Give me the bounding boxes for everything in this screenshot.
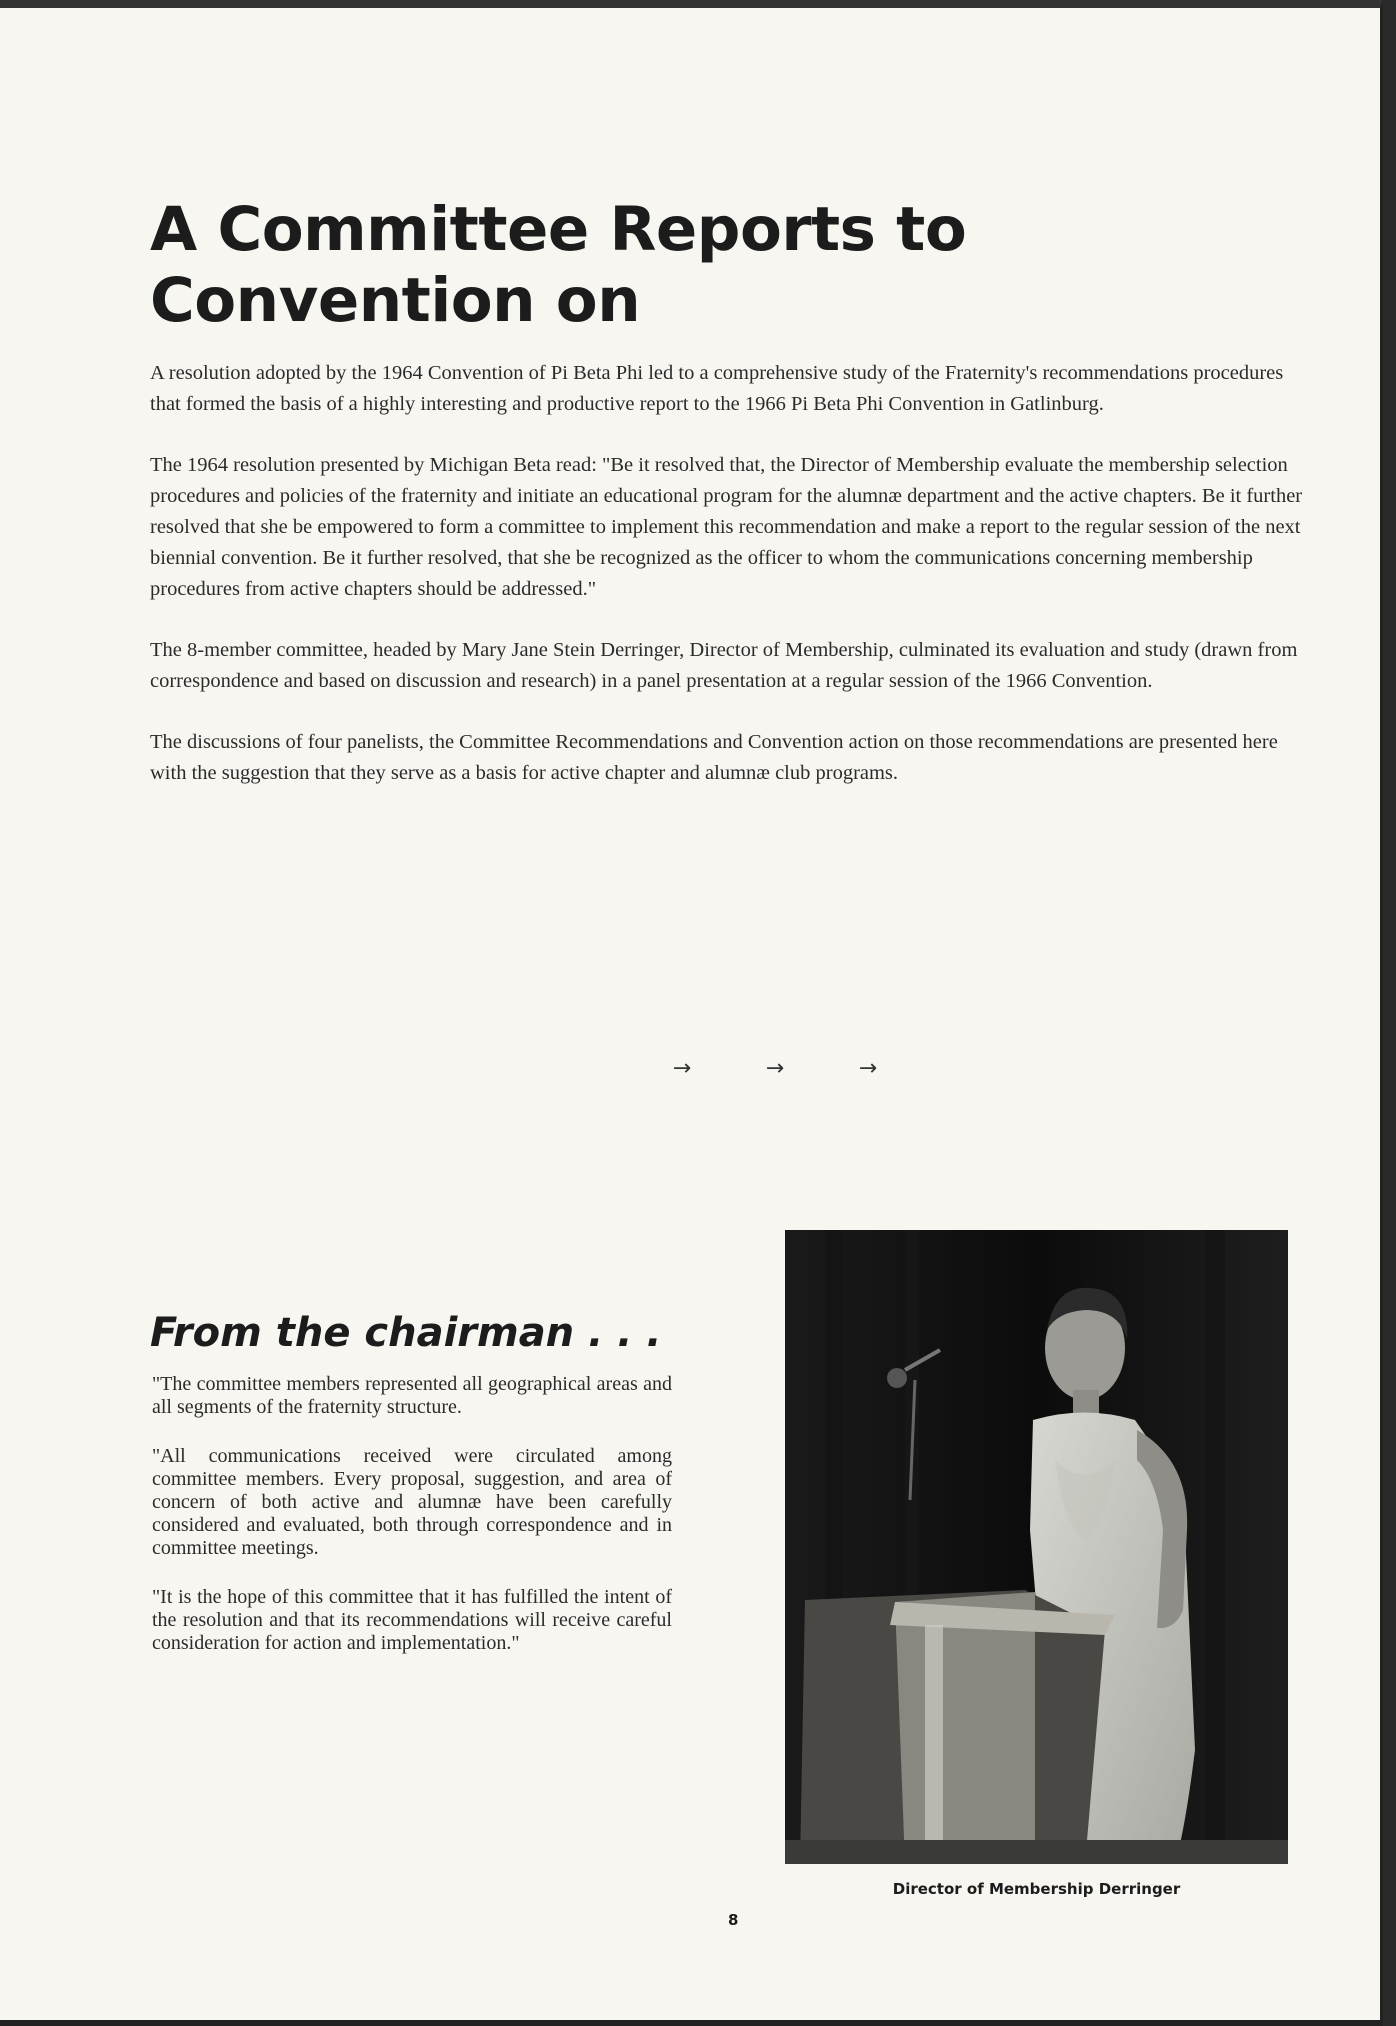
article-title: A Committee Reports to Convention on bbox=[150, 194, 967, 336]
intro-paragraph: The 8-member committee, headed by Mary Jane Stein Derringer, Director of Membership, culminated its evaluation and study (drawn from correspondence and based on discussion and research) in a panel presentation at a regular session of the 1966 Convention. bbox=[150, 639, 1298, 692]
intro-paragraph: A resolution adopted by the 1964 Convention of Pi Beta Phi led to a comprehensive study of the Fraternity's recommendations procedures that formed the basis of a highly interesting and productive report to the 1966 Pi Beta Phi Convention in Gatlinburg. bbox=[150, 362, 1284, 415]
speaker-illustration bbox=[785, 1230, 1288, 1864]
arrow-ornament bbox=[655, 1056, 895, 1081]
photo-caption: Director of Membership Derringer bbox=[892, 1880, 1181, 1898]
chairman-heading: From the chairman . . . bbox=[150, 1310, 662, 1356]
chairman-paragraph: "All communications received were circulated among committee members. Every proposal, suggestion, and area of concern of both active and alumnæ have been carefully considered and evaluated, both through correspondence and in committee meetings. bbox=[152, 1445, 672, 1559]
chairman-paragraph: "It is the hope of this committee that it has fulfilled the intent of the resolution and that its recommendations will receive careful consideration for action and implementation." bbox=[152, 1586, 672, 1654]
arrow-icon: → bbox=[672, 1056, 692, 1081]
arrow-icon: → bbox=[765, 1056, 785, 1081]
chairman-text bbox=[152, 1373, 672, 1681]
arrow-icon: → bbox=[858, 1056, 878, 1081]
intro-text bbox=[150, 358, 1315, 819]
speaker-photo bbox=[785, 1230, 1288, 1864]
intro-paragraph: The 1964 resolution presented by Michigan Beta read: "Be it resolved that, the Director of Membership evaluate the membership selection procedures and policies of the fraternity and initiate an educational program for the alumnæ department and the active chapters. Be it further resolved that she be empowered to form a committee to implement this recommendation and make a report to the regular session of the next biennial convention. Be it further resolved, that she be recognized as the officer to whom the communications concerning membership procedures from active chapters should be addressed." bbox=[150, 454, 1303, 600]
intro-paragraph: The discussions of four panelists, the Committee Recommendations and Convention action on those recommendations are presented here with the suggestion that they serve as a basis for active chapter and alumnæ club programs. bbox=[150, 731, 1278, 784]
chairman-paragraph: "The committee members represented all geographical areas and all segments of the fraternity structure. bbox=[152, 1373, 672, 1418]
page-number: 8 bbox=[728, 1911, 739, 1929]
